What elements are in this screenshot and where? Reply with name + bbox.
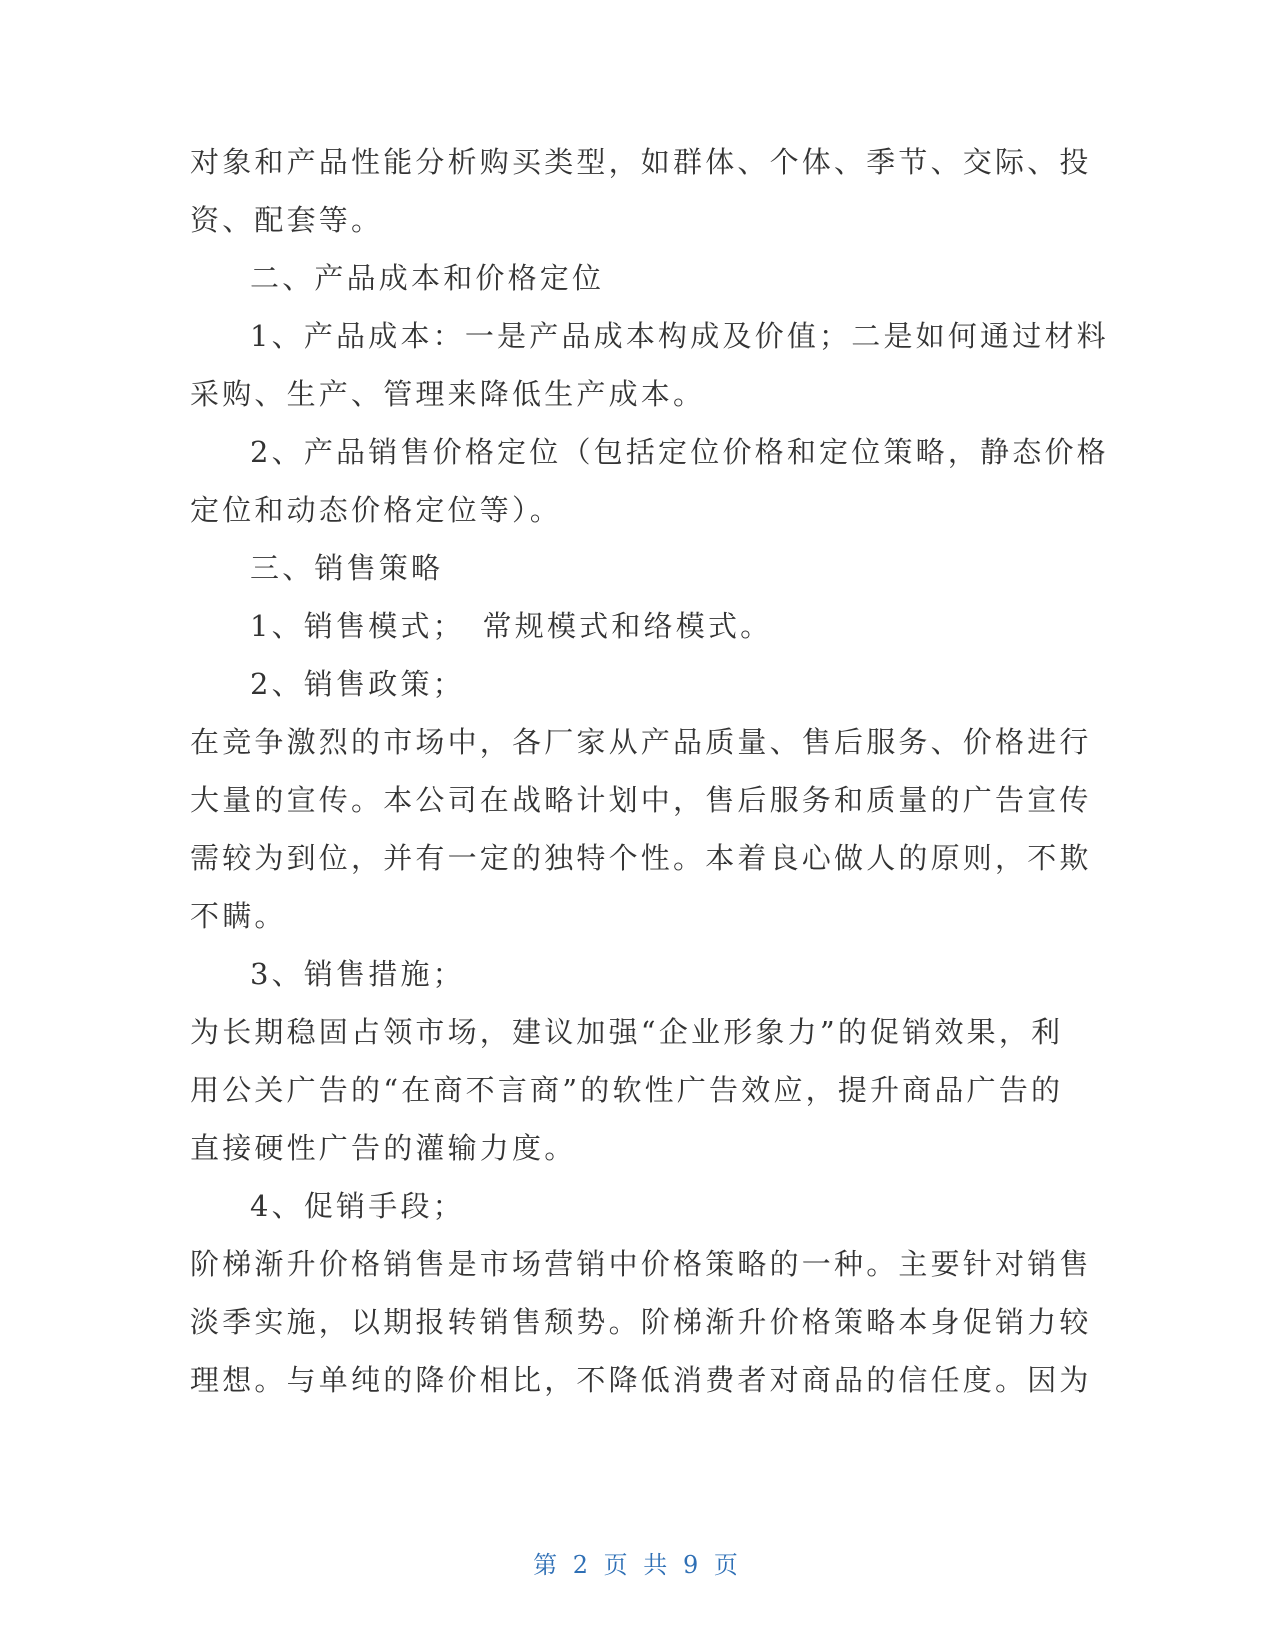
- text-line: 1、销售模式； 常规模式和络模式。: [250, 609, 773, 643]
- text-line: 为长期稳固占领市场，建议加强“企业形象力”的促销效果，利: [190, 1015, 1064, 1049]
- text-line: 定位和动态价格定位等）。: [190, 493, 562, 527]
- text-line: 在竞争激烈的市场中，各厂家从产品质量、售后服务、价格进行: [190, 725, 1092, 759]
- text-line: 4、促销手段；: [250, 1189, 465, 1223]
- page-footer: 第 2 页 共 9 页: [533, 1551, 742, 1579]
- text-line: 2、销售政策；: [250, 667, 465, 701]
- text-line: 阶梯渐升价格销售是市场营销中价格策略的一种。主要针对销售: [190, 1247, 1092, 1281]
- section-heading: 二、产品成本和价格定位: [250, 261, 605, 295]
- text-line: 对象和产品性能分析购买类型，如群体、个体、季节、交际、投: [190, 145, 1092, 179]
- section-heading: 三、销售策略: [250, 551, 444, 585]
- text-line: 需较为到位，并有一定的独特个性。本着良心做人的原则，不欺: [190, 841, 1092, 875]
- text-line: 采购、生产、管理来降低生产成本。: [190, 377, 706, 411]
- text-line: 2、产品销售价格定位（包括定位价格和定位策略，静态价格: [250, 435, 1109, 469]
- text-line: 理想。与单纯的降价相比，不降低消费者对商品的信任度。因为: [190, 1363, 1092, 1397]
- text-line: 不瞒。: [190, 899, 287, 933]
- text-line: 淡季实施，以期报转销售颓势。阶梯渐升价格策略本身促销力较: [190, 1305, 1092, 1339]
- text-line: 用公关广告的“在商不言商”的软性广告效应，提升商品广告的: [190, 1073, 1064, 1107]
- text-line: 大量的宣传。本公司在战略计划中，售后服务和质量的广告宣传: [190, 783, 1092, 817]
- text-line: 直接硬性广告的灌输力度。: [190, 1131, 577, 1165]
- text-line: 1、产品成本：一是产品成本构成及价值；二是如何通过材料: [250, 319, 1109, 353]
- text-line: 资、配套等。: [190, 203, 384, 237]
- text-line: 3、销售措施；: [250, 957, 465, 991]
